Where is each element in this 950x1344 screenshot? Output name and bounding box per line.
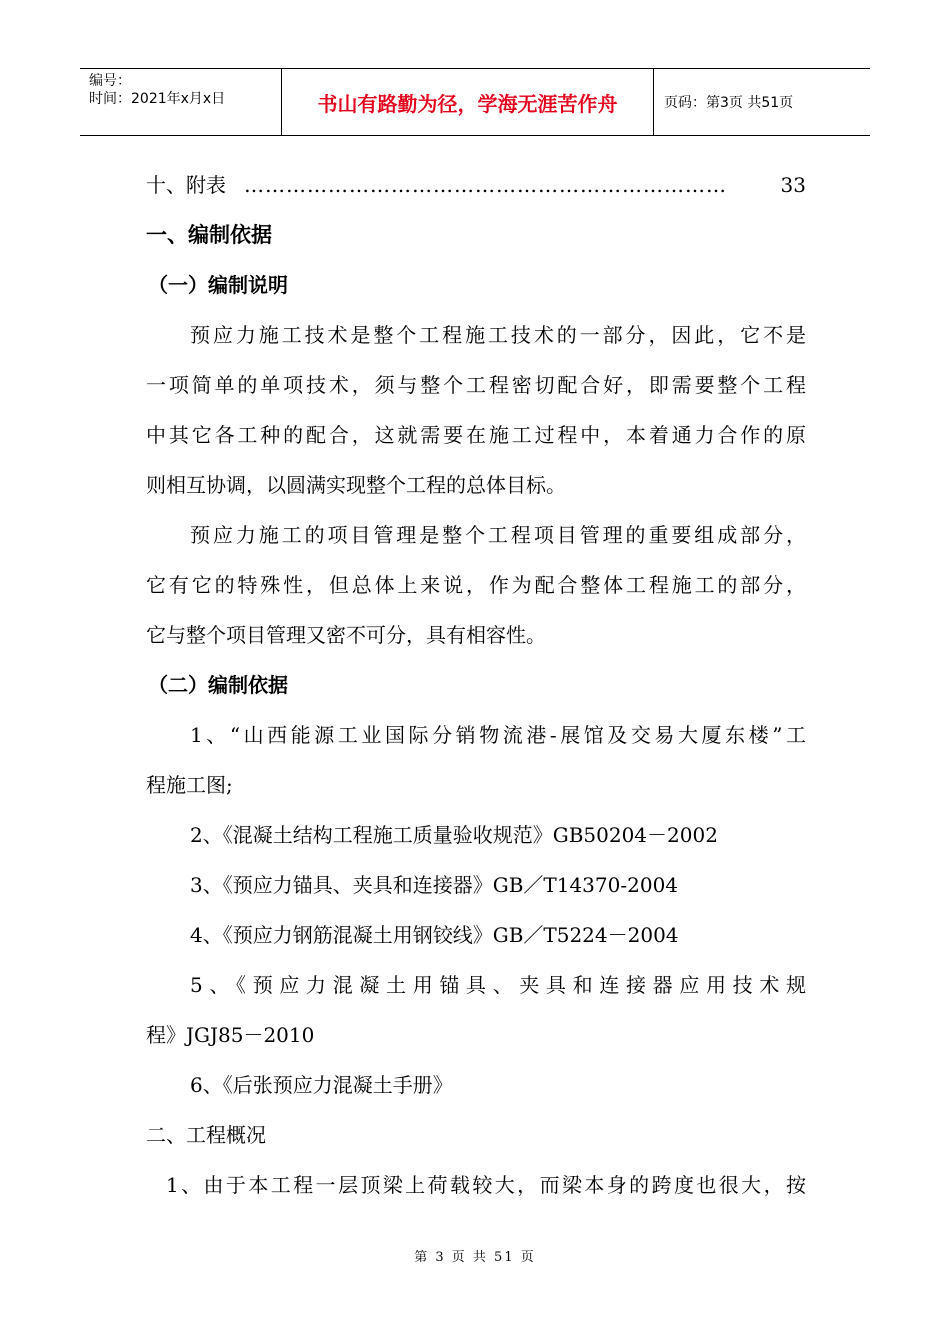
paragraph-line: 1、由于本工程一层顶梁上荷载较大，而梁本身的跨度也很大，按 bbox=[166, 1173, 806, 1197]
doc-time-label: 时间：2021年x月x日 bbox=[89, 91, 226, 107]
toc-entry[interactable] bbox=[146, 160, 806, 210]
document-body bbox=[146, 160, 806, 1210]
reference-item: 2、《混凝土结构工程施工质量验收规范》GB50204－2002 bbox=[190, 823, 718, 847]
paragraph-line: 一项简单的单项技术，须与整个工程密切配合好，即需要整个工程 bbox=[146, 373, 806, 397]
paragraph-line: 预应力施工的项目管理是整个工程项目管理的重要组成部分， bbox=[190, 523, 806, 547]
paragraph-line: 它有它的特殊性，但总体上来说，作为配合整体工程施工的部分， bbox=[146, 573, 806, 597]
toc-entry-title: 十、附表 bbox=[146, 173, 226, 197]
reference-item: 6、《后张预应力混凝土手册》 bbox=[190, 1073, 453, 1097]
reference-item: 1、“山西能源工业国际分销物流港-展馆及交易大厦东楼”工 bbox=[190, 723, 806, 747]
header-meta bbox=[80, 69, 282, 135]
paragraph-line: 预应力施工技术是整个工程施工技术的一部分，因此，它不是 bbox=[190, 323, 806, 347]
header-motto: 书山有路勤为径，学海无涯苦作舟 bbox=[282, 69, 654, 135]
reference-item: 3、《预应力锚具、夹具和连接器》GB／T14370-2004 bbox=[190, 873, 679, 897]
paragraph-line: 中其它各工种的配合，这就需要在施工过程中，本着通力合作的原 bbox=[146, 423, 806, 447]
subsection-heading: （一）编制说明 bbox=[148, 273, 288, 297]
section-heading: 一、编制依据 bbox=[146, 223, 272, 247]
reference-item: 5、《预应力混凝土用锚具、夹具和连接器应用技术规 bbox=[190, 973, 806, 997]
page-header bbox=[80, 68, 870, 136]
paragraph-line: 则相互协调，以圆满实现整个工程的总体目标。 bbox=[146, 473, 566, 497]
header-page-info: 页码：第3页 共51页 bbox=[664, 95, 794, 111]
section-heading: 二、工程概况 bbox=[146, 1123, 266, 1147]
subsection-heading: （二）编制依据 bbox=[148, 673, 288, 697]
reference-item: 程》JGJ85－2010 bbox=[146, 1023, 315, 1047]
page-footer: 第 3 页 共 51 页 bbox=[414, 1250, 536, 1265]
reference-item: 4、《预应力钢筋混凝土用钢铰线》GB／T5224－2004 bbox=[190, 923, 679, 947]
reference-item: 程施工图; bbox=[146, 773, 233, 797]
toc-leader-dots: …………………………………………………………… bbox=[244, 173, 727, 197]
paragraph-line: 它与整个项目管理又密不可分，具有相容性。 bbox=[146, 623, 546, 647]
toc-entry-page: 33 bbox=[780, 173, 806, 197]
doc-number-label: 编号： bbox=[89, 73, 131, 89]
